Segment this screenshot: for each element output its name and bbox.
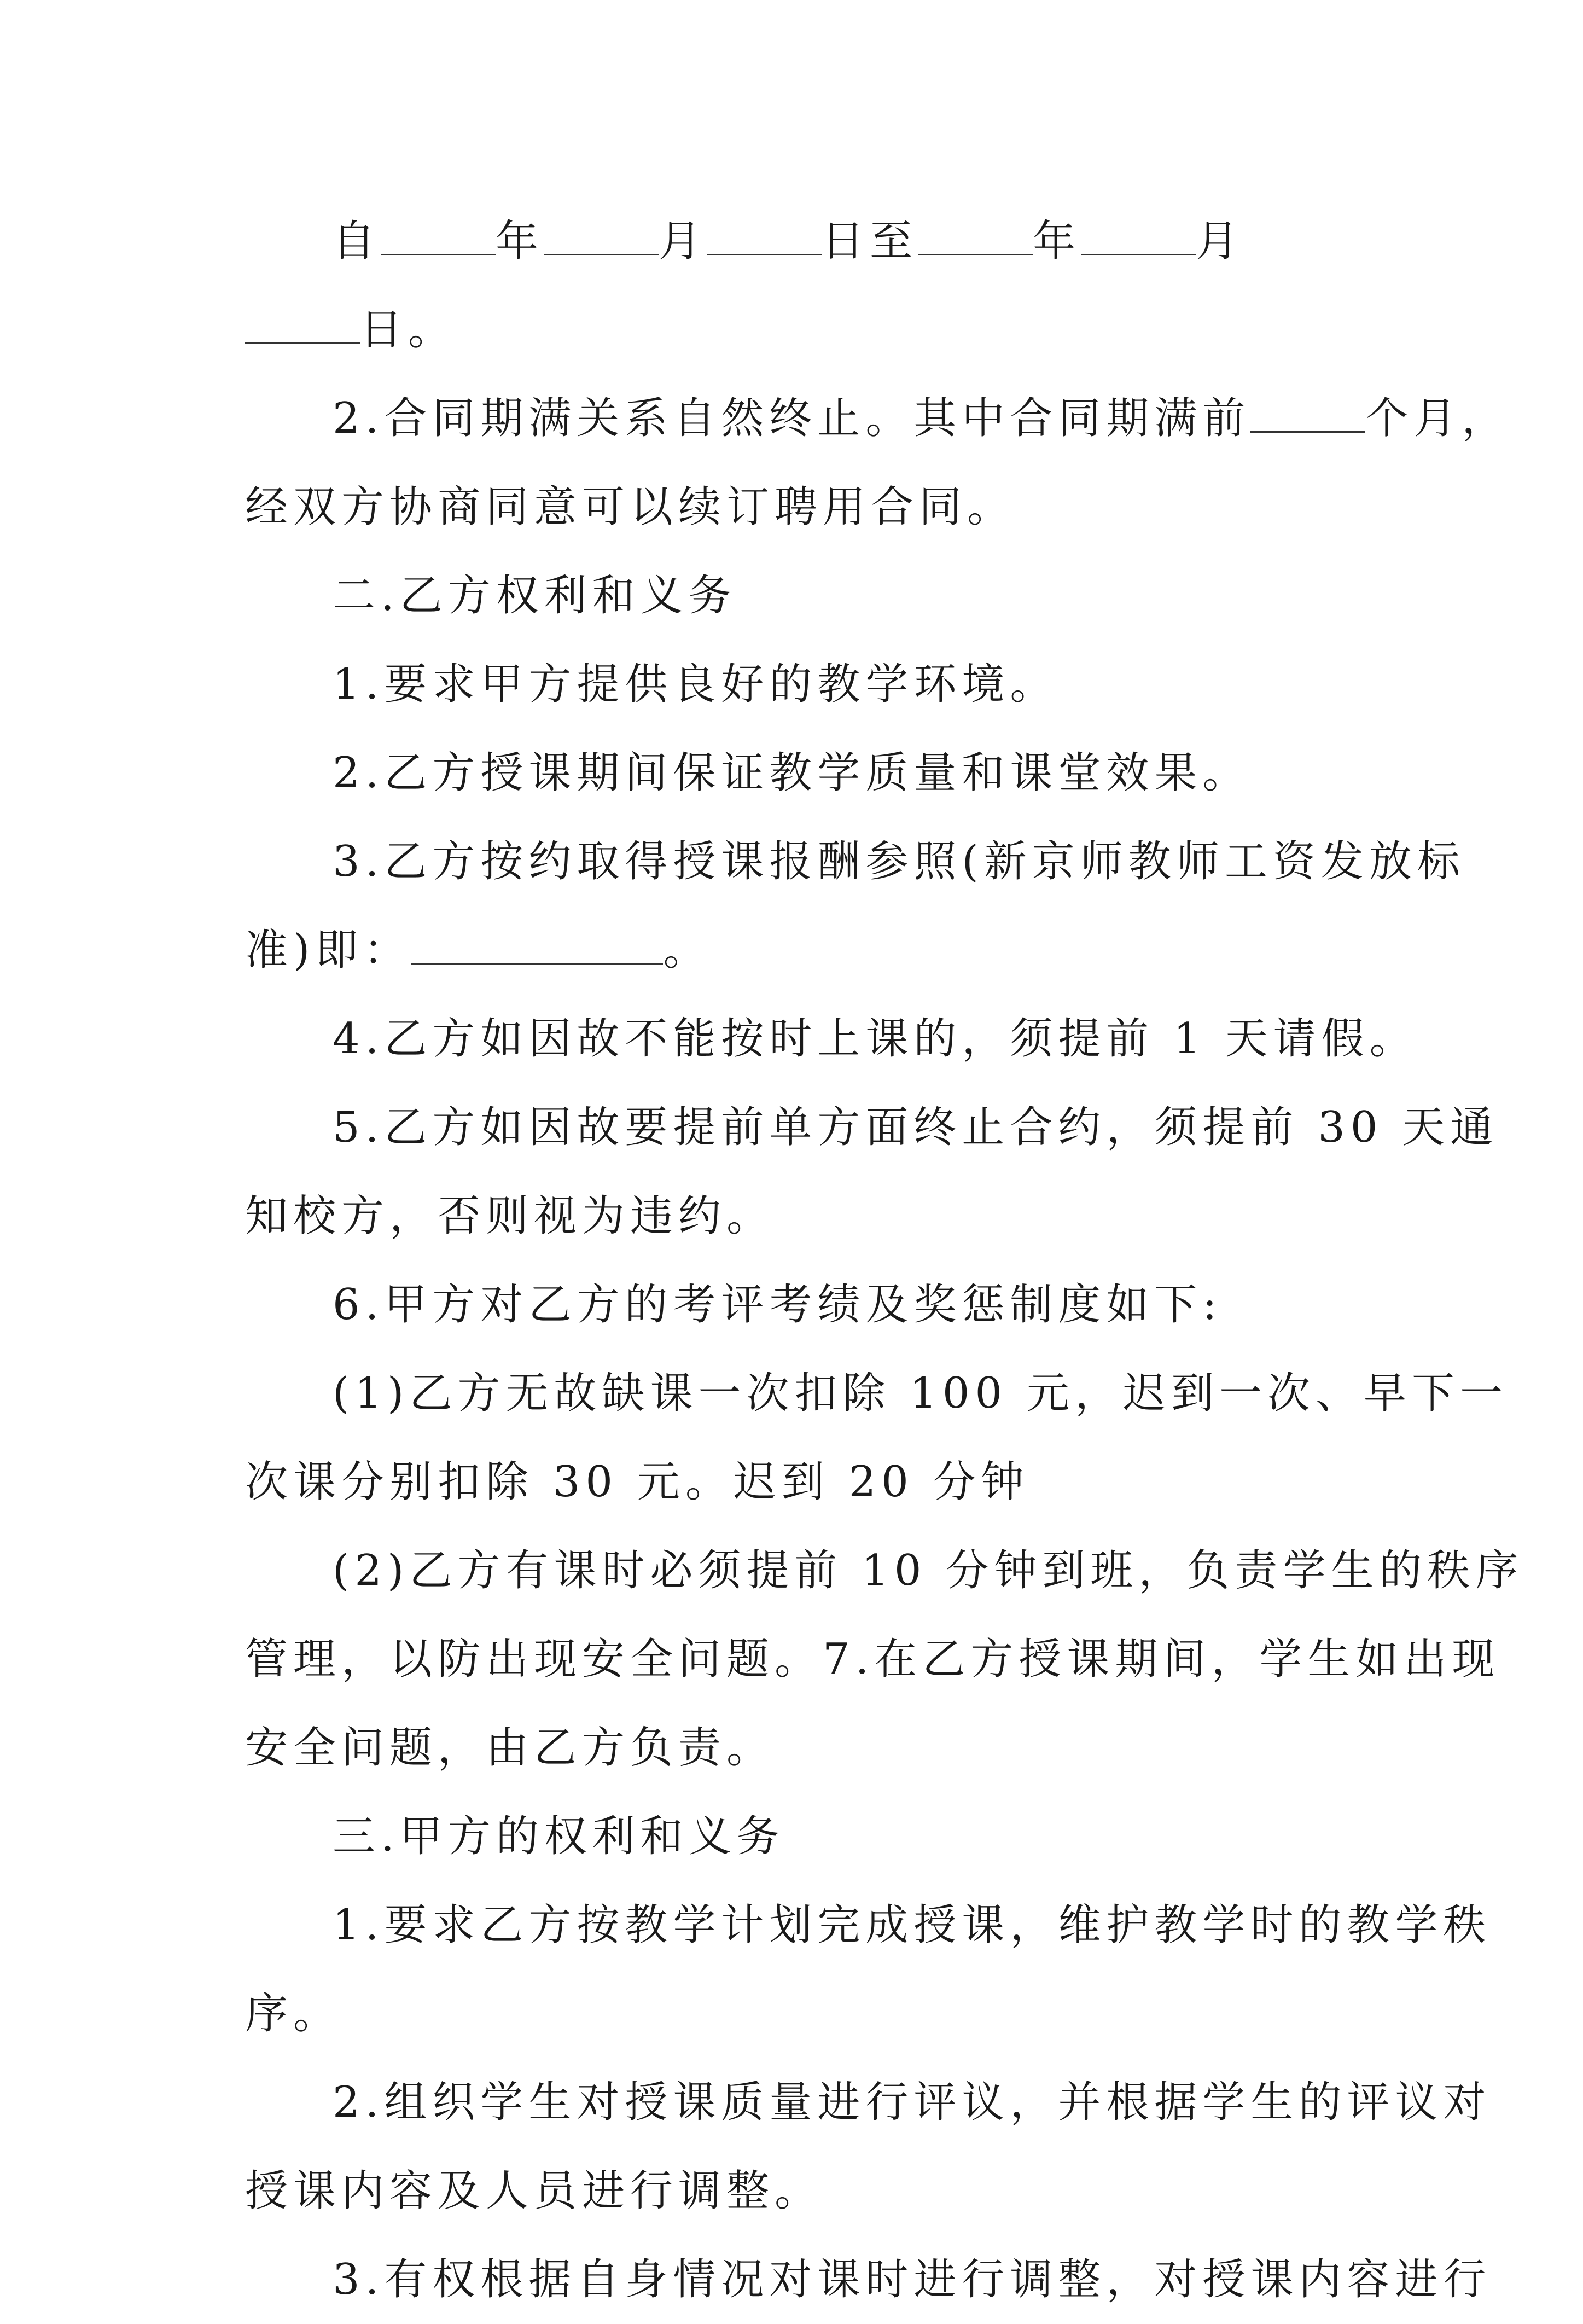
clause-1-2-cont: 经双方协商同意可以续订聘用合同。 xyxy=(245,483,1016,532)
text-contract-expiry: 2.合同期满关系自然终止。其中合同期满前 xyxy=(333,394,1251,443)
text-from: 自 xyxy=(333,217,381,266)
clause-2-4: 4.乙方如因故不能按时上课的，须提前 1 天请假。 xyxy=(333,1014,1418,1064)
clause-3-2: 2.组织学生对授课质量进行评议，并根据学生的评议对 xyxy=(333,2078,1492,2127)
start-day-blank[interactable] xyxy=(707,216,822,255)
clause-2-6-2: (2)乙方有课时必须提前 10 分钟到班，负责学生的秩序 xyxy=(333,1546,1524,1595)
text-day: 日。 xyxy=(360,305,457,355)
text-month-2: 月 xyxy=(1196,217,1244,266)
clause-2-5-cont: 知校方，否则视为违约。 xyxy=(245,1192,775,1241)
clause-2-6-1-cont: 次课分别扣除 30 元。迟到 20 分钟 xyxy=(245,1457,1029,1507)
document-body xyxy=(245,197,1524,2324)
section-2-heading: 二.乙方权利和义务 xyxy=(333,571,737,620)
term-date-line xyxy=(245,197,1350,286)
clause-3-2-cont: 授课内容及人员进行调整。 xyxy=(245,2166,823,2216)
clause-2-1: 1.要求甲方提供良好的教学环境。 xyxy=(333,660,1058,709)
clause-3-1-cont: 序。 xyxy=(245,1989,342,2038)
clause-2-6: 6.甲方对乙方的考评考绩及奖惩制度如下: xyxy=(333,1280,1223,1329)
clause-1-2 xyxy=(245,374,1510,463)
start-month-blank[interactable] xyxy=(544,216,659,255)
clause-2-2: 2.乙方授课期间保证教学质量和课堂效果。 xyxy=(333,748,1251,798)
end-month-blank[interactable] xyxy=(1081,216,1196,255)
text-months: 个月， xyxy=(1365,394,1510,443)
text-year-2: 年 xyxy=(1033,217,1081,266)
start-year-blank[interactable] xyxy=(381,216,496,255)
clause-2-5: 5.乙方如因故要提前单方面终止合约，须提前 30 天通 xyxy=(333,1103,1499,1152)
clause-2-7-cont: 安全问题，由乙方负责。 xyxy=(245,1723,775,1773)
text-month: 月 xyxy=(659,217,707,266)
end-year-blank[interactable] xyxy=(918,216,1033,255)
term-date-line-cont xyxy=(245,286,1350,374)
clause-3-3: 3.有权根据自身情况对课时进行调整，对授课内容进行 xyxy=(333,2255,1492,2304)
clause-3-1: 1.要求乙方按教学计划完成授课，维护教学时的教学秩 xyxy=(333,1901,1492,1950)
salary-blank[interactable] xyxy=(411,925,663,965)
end-day-blank[interactable] xyxy=(245,304,360,344)
text-year: 年 xyxy=(496,217,544,266)
text-day-to: 日至 xyxy=(822,217,918,266)
text-standard: 准)即： xyxy=(245,926,412,975)
text-period: 。 xyxy=(663,926,712,975)
clause-2-3-cont xyxy=(245,906,1350,995)
clause-2-6-1: (1)乙方无故缺课一次扣除 100 元，迟到一次、早下一 xyxy=(333,1369,1508,1418)
clause-2-3: 3.乙方按约取得授课报酬参照(新京师教师工资发放标 xyxy=(333,837,1465,886)
section-3-heading: 三.甲方的权利和义务 xyxy=(333,1812,785,1861)
months-blank[interactable] xyxy=(1250,393,1365,433)
clause-2-6-2-cont: 管理，以防出现安全问题。7.在乙方授课期间，学生如出现 xyxy=(245,1635,1500,1684)
